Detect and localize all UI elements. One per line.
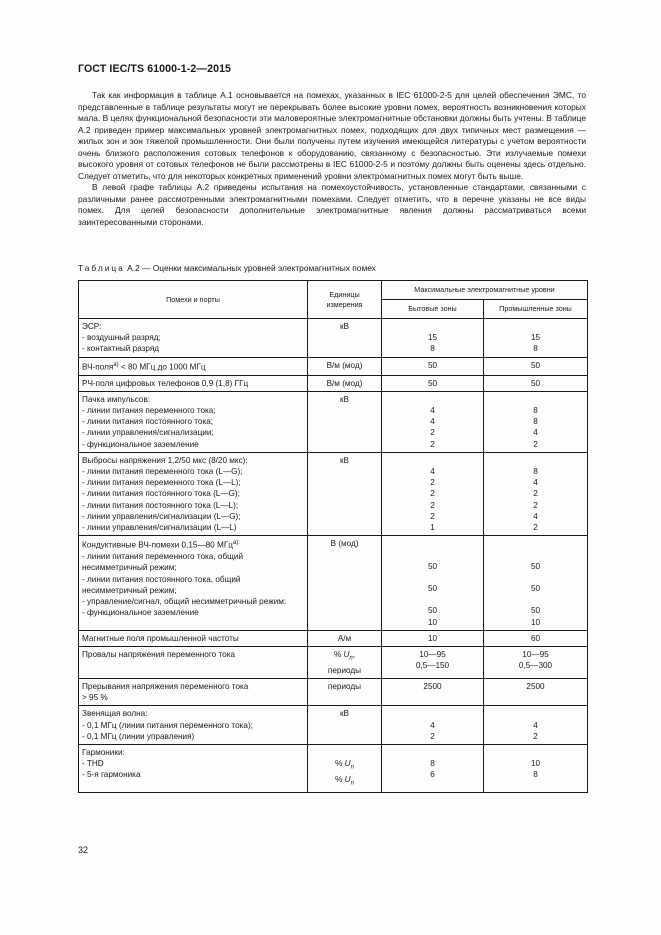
cell-unit (308, 452, 382, 535)
cell-disturbance (79, 319, 308, 358)
cell-line: 2 (430, 731, 435, 741)
table-caption (78, 263, 376, 273)
cell-line: 2 (430, 500, 435, 510)
cell-line: 15 (427, 333, 438, 343)
cell-residential (382, 357, 484, 375)
cell-residential (382, 536, 484, 631)
cell-line (385, 394, 480, 405)
cell-line: - THD (82, 759, 104, 769)
cell-line (385, 708, 480, 719)
cell-line: 4 (533, 478, 538, 488)
cell-line: 2 (533, 439, 538, 449)
table-row (79, 630, 588, 646)
cell-industrial (484, 391, 588, 452)
cell-line: Пачка импульсов: (82, 394, 151, 404)
cell-disturbance (79, 452, 308, 535)
cell-line: 8 (533, 405, 538, 415)
cell-line: 50 (427, 360, 438, 370)
cell-residential (382, 391, 484, 452)
cell-line: 50 (427, 561, 438, 571)
header-residential: Бытовые зоны (382, 300, 484, 319)
cell-line: периоды (327, 682, 362, 692)
cell-line (487, 594, 584, 605)
cell-line: 2 (430, 478, 435, 488)
table-row (79, 647, 588, 679)
cell-line: 50 (530, 561, 541, 571)
cell-residential (382, 319, 484, 358)
cell-line: 2500 (423, 682, 442, 692)
table-row (79, 745, 588, 793)
cell-disturbance (79, 745, 308, 793)
cell-line (487, 708, 584, 719)
table-row (79, 357, 588, 375)
cell-line (385, 594, 480, 605)
cell-unit (308, 630, 382, 646)
cell-line: В/м (мод) (326, 378, 363, 388)
cell-residential (382, 630, 484, 646)
cell-line: Провалы напряжения переменного тока (82, 650, 236, 660)
cell-line (487, 572, 584, 583)
cell-line: 4 (533, 511, 538, 521)
cell-line: В (мод) (330, 539, 359, 549)
cell-residential (382, 375, 484, 391)
cell-line: % $U_n$ (335, 759, 354, 771)
table-row (79, 536, 588, 631)
cell-line: 4 (430, 405, 435, 415)
cell-line: - линии питания переменного тока, общий несимметричный режим; (82, 552, 244, 573)
cell-line: 10—95 (419, 650, 446, 660)
cell-industrial (484, 357, 588, 375)
cell-industrial (484, 375, 588, 391)
cell-line: 10 (427, 633, 438, 643)
cell-line: 2 (533, 731, 538, 741)
cell-line (487, 321, 584, 332)
cell-disturbance (79, 536, 308, 631)
cell-line: - 0,1 МГц (линии питания переменного тока); (82, 720, 253, 730)
cell-line (487, 549, 584, 560)
cell-disturbance (79, 679, 308, 706)
cell-line: 8 (533, 770, 538, 780)
header-max-levels: Максимальные электромагнитные уровни (382, 281, 588, 300)
table-caption-text: А.2 — Оценки максимальных уровней электромагнитных помех (124, 263, 376, 273)
cell-line: 10 (530, 759, 541, 769)
cell-line: кВ (339, 394, 350, 404)
cell-line: 8 (430, 759, 435, 769)
cell-line (487, 455, 584, 466)
cell-line: - функциональное заземление (82, 608, 199, 618)
cell-unit (308, 375, 382, 391)
table-row (79, 319, 588, 358)
cell-line: 8 (533, 466, 538, 476)
cell-line: - контактный разряд (82, 344, 160, 354)
cell-line: 2 (430, 439, 435, 449)
cell-line: Магнитные поля промышленной частоты (82, 633, 239, 643)
paragraph-2: В левой графе таблицы А.2 приведены испытания на помехоустойчивость, установленные стандартами, связанными с различными ранее рассмотренными электромагнитными помехами. Следует отметить, что в перечне указаны не все виды помех. Для целей безопасности дополнительные электромагнитные явления должны рассматриваться всеми заинтересованными сторонами. (78, 182, 586, 228)
cell-line: 10 (530, 617, 541, 627)
cell-line: 4 (430, 466, 435, 476)
cell-line: 50 (427, 584, 438, 593)
cell-line: - линии управления/сигнализации (L—L) (82, 522, 237, 532)
cell-line: 2 (430, 428, 435, 438)
cell-line: ВЧ-поля$^{а)}$ < 80 МГц до 1000 МГц (82, 361, 206, 372)
cell-line: - функциональное заземление (82, 439, 199, 449)
cell-line (385, 549, 480, 560)
cell-line (385, 455, 480, 466)
cell-line: кВ (339, 322, 350, 331)
cell-industrial (484, 679, 588, 706)
cell-line: 50 (427, 606, 438, 616)
cell-line (487, 538, 584, 549)
cell-line: 60 (530, 633, 541, 643)
cell-disturbance (79, 357, 308, 375)
cell-line: % $U_n$, (333, 650, 356, 662)
cell-line: 2500 (526, 682, 545, 692)
cell-residential (382, 706, 484, 745)
cell-line: 4 (430, 417, 435, 427)
header-units: Единицы измерения (308, 281, 382, 319)
cell-line: кВ (339, 455, 350, 465)
cell-line (385, 538, 480, 549)
document-header: ГОСТ IEC/TS 61000-1-2—2015 (78, 63, 232, 75)
cell-line: % $U_n$ (335, 775, 354, 787)
cell-unit (308, 319, 382, 358)
cell-line: 10—95 (522, 650, 549, 660)
cell-disturbance (79, 647, 308, 679)
cell-line: 50 (427, 378, 438, 388)
cell-line: 50 (530, 584, 541, 593)
cell-line: 0,5—300 (518, 661, 553, 671)
cell-line: - линии питания постоянного тока (L—L); (82, 500, 239, 510)
cell-line: - воздушный разряд; (82, 333, 161, 343)
cell-line: кВ (339, 709, 350, 719)
cell-line: 0,5—150 (415, 661, 450, 671)
cell-line: 2 (430, 489, 435, 499)
table-row (79, 679, 588, 706)
cell-line: 4 (533, 720, 538, 730)
cell-line: - линии управления/сигнализации (L—G); (82, 511, 241, 521)
cell-line: В/м (мод) (326, 360, 363, 370)
header-disturbances: Помехи и порты (79, 281, 308, 319)
cell-line: - 0,1 МГц (линии управления) (82, 731, 195, 741)
cell-line: Гармоники: (82, 748, 125, 758)
cell-line: 6 (430, 770, 435, 780)
cell-disturbance (79, 706, 308, 745)
cell-line: - линии питания переменного тока (L—L); (82, 478, 241, 488)
cell-line: 2 (430, 511, 435, 521)
table-row (79, 391, 588, 452)
body-text (78, 90, 586, 229)
cell-line: - линии питания переменного тока (L—G); (82, 466, 243, 476)
cell-line (487, 747, 584, 758)
cell-line: 8 (533, 417, 538, 427)
cell-line (311, 747, 378, 758)
cell-disturbance (79, 630, 308, 646)
cell-line: Кондуктивные ВЧ-помехи 0,15—80 МГц$^{а):}$ (82, 540, 240, 550)
cell-industrial (484, 452, 588, 535)
cell-line: РЧ-поля цифровых телефонов 0,9 (1,8) ГГц (82, 378, 249, 388)
table-row (79, 375, 588, 391)
cell-line: 50 (530, 378, 541, 388)
cell-line: - линии питания переменного тока; (82, 405, 216, 415)
cell-line: Прерывания напряжения переменного тока (82, 682, 249, 692)
cell-residential (382, 679, 484, 706)
cell-line: 50 (530, 360, 541, 370)
cell-unit (308, 647, 382, 679)
cell-unit (308, 391, 382, 452)
cell-residential (382, 745, 484, 793)
cell-line (385, 321, 480, 332)
cell-line: Выбросы напряжения 1,2/50 мкс (8/20 мкс): (82, 455, 248, 465)
paragraph-1: Так как информация в таблице А.1 основывается на помехах, указанных в IEC 61000-2-5 для целей обеспечения ЭМС, то представленные в таблице результаты могут не перекрывать более высокие уровни помех, вероятность возникновения которых мала. В целях функциональной безопасности эти маловероятные электромагнитные обстановки должны быть учтены. В таблице А.2 приведен пример максимальных уровней электромагнитных помех, подходящих для двух типичных мест размещения — жилых зон и зон тяжелой промышленности. Они были получены путем изучения имеющейся литературы с учетом вероятности очень близкого расположения сотовых телефонов к оборудованию, связанному с безопасностью. Эти излучаемые помехи высокого уровня от сотовых телефонов не были рассмотрены в IEC 61000-2-5 и поэтому должны быть оценены здесь отдельно. Следует отметить, что для некоторых конкретных применений уровни электромагнитных помех могут быть выше. (78, 90, 586, 181)
cell-unit (308, 706, 382, 745)
emc-levels-table (78, 280, 588, 793)
cell-line: 4 (430, 720, 435, 730)
cell-unit (308, 357, 382, 375)
table-body (79, 319, 588, 793)
cell-line: - 5-я гармоника (82, 770, 141, 780)
cell-disturbance (79, 391, 308, 452)
cell-line: - линии питания постоянного тока; (82, 417, 214, 427)
cell-industrial (484, 630, 588, 646)
cell-line: 2 (533, 489, 538, 499)
cell-line: > 95 % (82, 693, 108, 703)
table-row (79, 452, 588, 535)
cell-line: 10 (427, 617, 438, 627)
cell-line: 4 (533, 428, 538, 438)
cell-industrial (484, 536, 588, 631)
cell-unit (308, 745, 382, 793)
cell-line: 50 (530, 606, 541, 616)
cell-line: - управление/сигнал, общий несимметричный режим: (82, 596, 287, 606)
cell-line: Звенящая волна: (82, 709, 148, 719)
cell-industrial (484, 745, 588, 793)
cell-line: А/м (337, 633, 352, 643)
cell-line: - линии питания постоянного тока (L—G); (82, 489, 240, 499)
cell-line (487, 394, 584, 405)
table-row (79, 706, 588, 745)
table-caption-prefix: Таблица (78, 263, 125, 273)
cell-line: 2 (533, 500, 538, 510)
cell-industrial (484, 647, 588, 679)
cell-unit (308, 536, 382, 631)
cell-line: 2 (533, 522, 538, 532)
cell-line: - линии питания постоянного тока, общий несимметричный режим; (82, 574, 241, 595)
cell-unit (308, 679, 382, 706)
cell-line: 8 (533, 344, 538, 354)
header-industrial: Промышленные зоны (484, 300, 588, 319)
cell-line (385, 747, 480, 758)
cell-line: 8 (430, 344, 435, 354)
cell-industrial (484, 706, 588, 745)
page-number: 32 (78, 845, 89, 855)
cell-disturbance (79, 375, 308, 391)
cell-line: 1 (430, 522, 435, 532)
cell-industrial (484, 319, 588, 358)
cell-line: - линии управления/сигнализации; (82, 428, 214, 438)
cell-line: 15 (530, 333, 541, 343)
cell-residential (382, 452, 484, 535)
cell-residential (382, 647, 484, 679)
cell-line: периоды (327, 665, 362, 675)
cell-line (385, 572, 480, 583)
cell-line: ЭСР: (82, 322, 102, 331)
